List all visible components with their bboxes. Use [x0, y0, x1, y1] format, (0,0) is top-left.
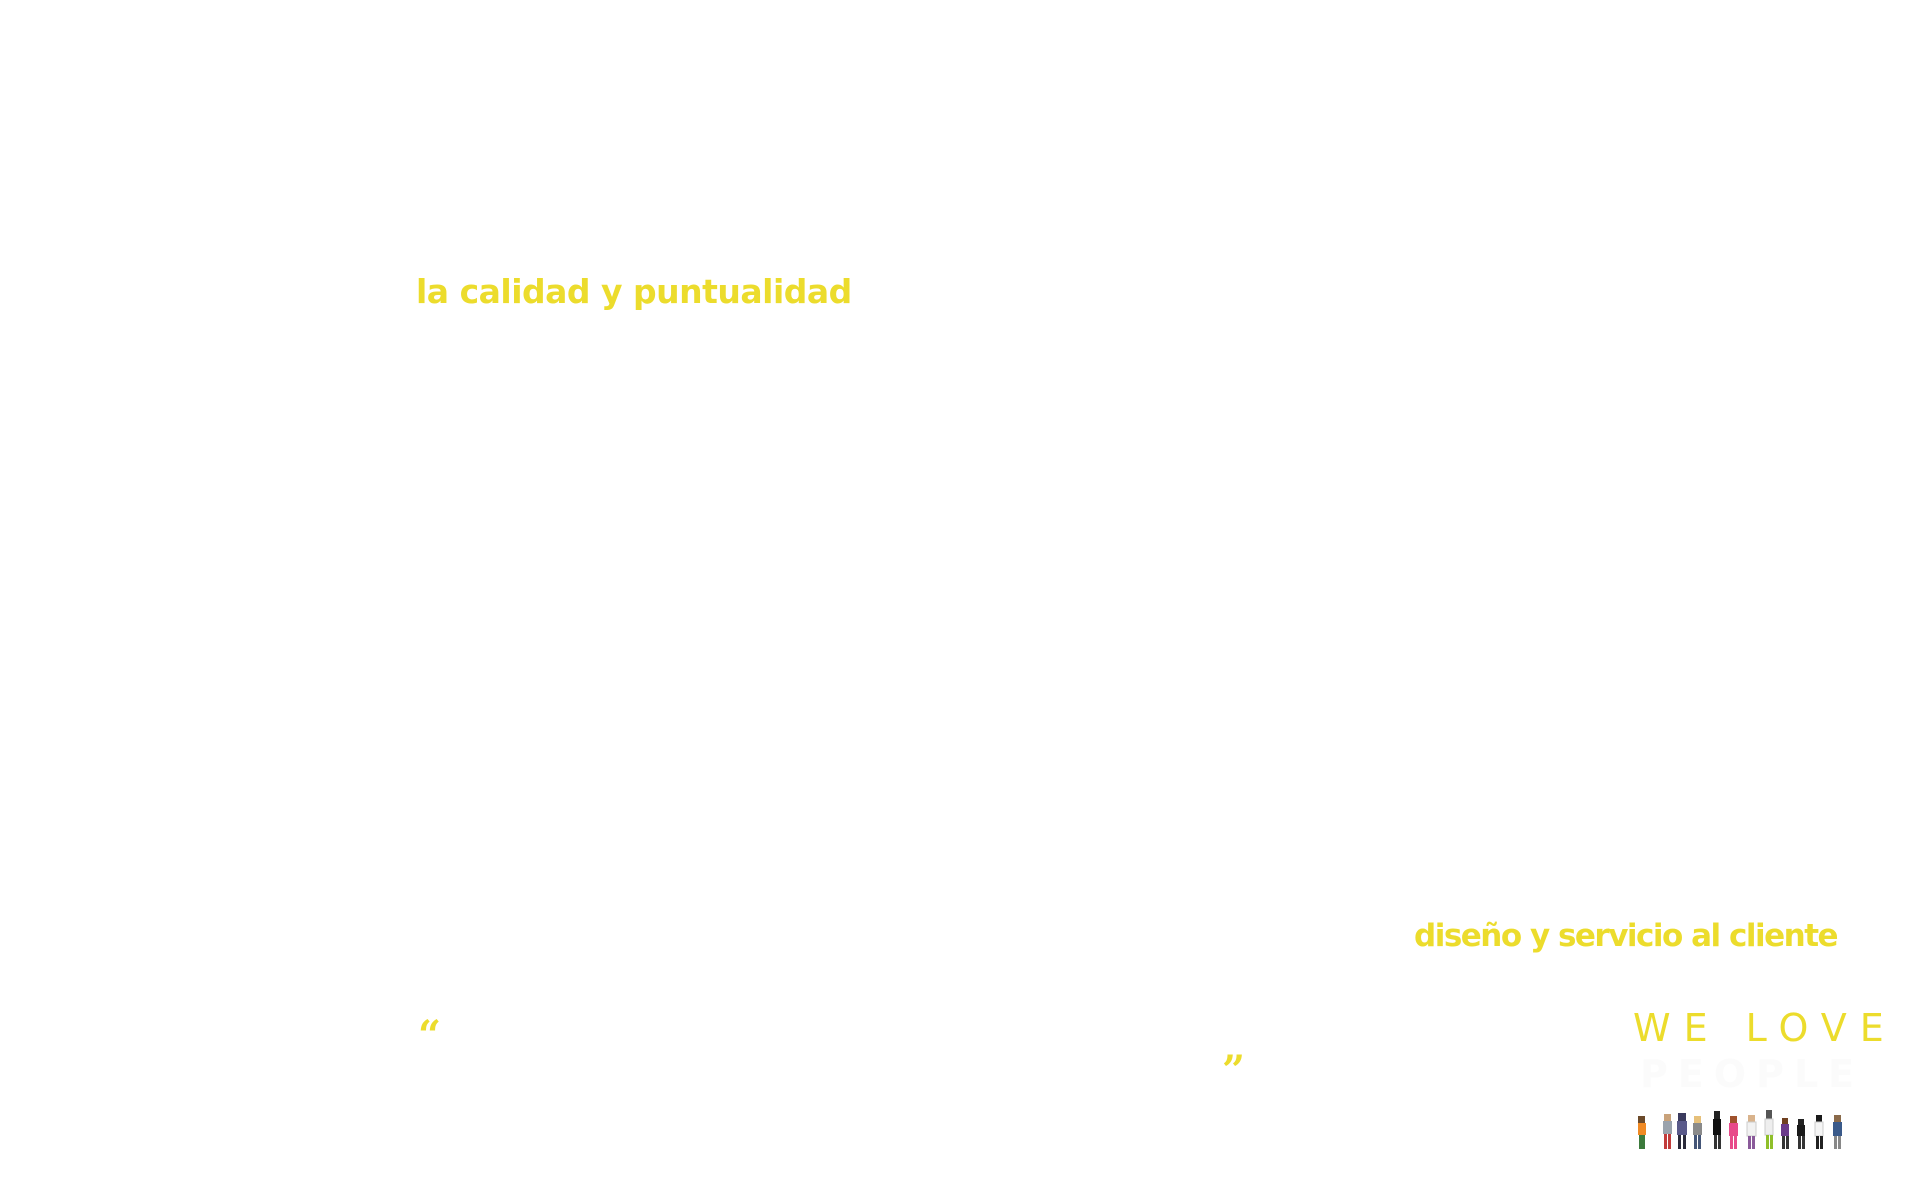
highlight-quality-text: la calidad y puntualidad [416, 272, 852, 311]
brand-tagline: WE LOVE [1633, 1006, 1897, 1050]
brand-subtitle-faint: PEOPLE [1640, 1052, 1865, 1096]
quote-close-mark: ” [1222, 1047, 1246, 1094]
pixel-people-icon [1636, 1110, 1860, 1154]
highlight-design-text: diseño y servicio al cliente [1414, 918, 1838, 954]
quote-open-mark: “ [418, 1012, 442, 1059]
